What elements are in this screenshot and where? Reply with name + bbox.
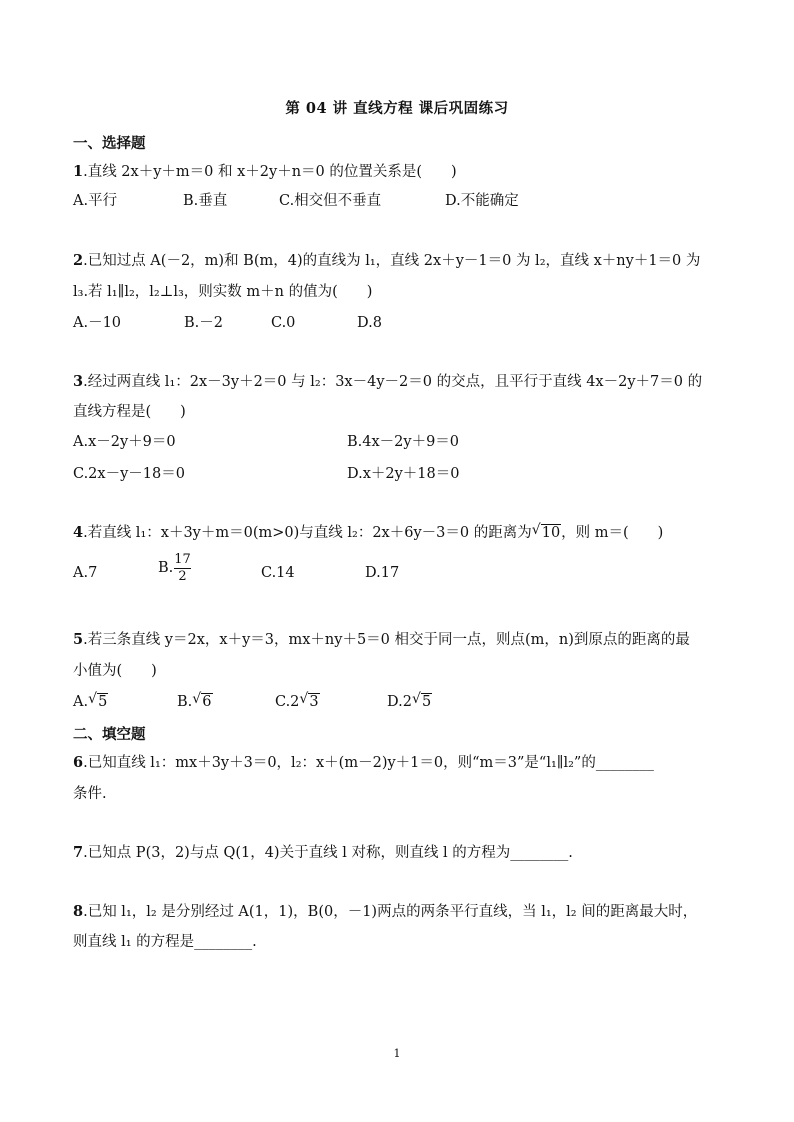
question-6-continued: 条件. (73, 786, 107, 802)
question-number: 1 (73, 163, 84, 180)
question-2-continued: l₃.若 l₁∥l₂，l₂⊥l₃，则实数 m＋n 的值为( ) (73, 284, 373, 300)
question-text: .经过两直线 l₁：2x－3y＋2＝0 与 l₂：3x－4y－2＝0 的交点，且平行于直线 4x－2y＋7＝0 的 (83, 374, 703, 390)
question-number: 8 (73, 903, 84, 920)
question-number: 5 (73, 631, 84, 648)
radical-sign-icon: √ (192, 691, 202, 707)
option-a: A.－10 (73, 315, 122, 331)
question-5 (73, 633, 690, 648)
option-b: B. $\frac{17}{2}$ (158, 552, 191, 584)
section-heading-fill: 二、填空题 (73, 726, 146, 743)
question-number: 6 (73, 754, 84, 771)
option-d: D.2 √ 5 (387, 691, 432, 710)
radical-sign-icon: √ (88, 691, 98, 707)
option-a: A.7 (73, 565, 98, 581)
question-text: .直线 2x＋y＋m＝0 和 x＋2y＋n＝0 的位置关系是( ) (83, 164, 457, 180)
question-text: .若三条直线 y＝2x，x＋y＝3，mx＋ny＋5＝0 相交于同一点，则点(m，n)到原点的距离的最 (83, 632, 690, 648)
question-text: .若直线 l₁：x＋3y＋m＝0(m>0)与直线 l₂：2x＋6y－3＝0 的距离为 (83, 525, 532, 541)
option-b: B. √ 6 (177, 691, 212, 710)
question-4 (73, 522, 664, 541)
radical-sign-icon: √ (411, 691, 421, 707)
option-a: A.平行 (73, 193, 118, 209)
option-c: C.0 (271, 315, 296, 331)
question-1 (73, 165, 457, 180)
square-root: √ 3 (299, 691, 319, 710)
radical-sign-icon: √ (299, 691, 309, 707)
option-d: D.x＋2y＋18＝0 (347, 466, 460, 482)
question-number: 3 (73, 373, 84, 390)
option-d: D.8 (357, 315, 382, 331)
page-title: 第 04 讲 直线方程 课后巩固练习 (285, 100, 509, 117)
question-text: .已知直线 l₁：mx＋3y＋3＝0，l₂：x＋(m－2)y＋1＝0，则“m＝3”是“l₁∥l₂”的________ (83, 755, 654, 771)
option-c: C.2 √ 3 (275, 691, 319, 710)
question-8-continued: 则直线 l₁ 的方程是________. (73, 934, 257, 950)
option-a: A. √ 5 (73, 691, 108, 710)
question-number: 2 (73, 252, 84, 269)
option-a: A.x－2y＋9＝0 (73, 434, 176, 450)
fraction-numerator: 17 (174, 552, 191, 567)
question-number: 4 (73, 524, 84, 541)
section-heading-choice: 一、选择题 (73, 135, 146, 152)
option-c: C.14 (261, 565, 295, 581)
option-d: D.17 (365, 565, 400, 581)
radical-sign-icon: √ (531, 522, 541, 538)
option-b: B.垂直 (183, 193, 228, 209)
question-text: .已知点 P(3，2)与点 Q(1，4)关于直线 l 对称，则直线 l 的方程为________. (83, 845, 573, 861)
option-c: C.相交但不垂直 (279, 193, 382, 209)
option-b: B.－2 (184, 315, 223, 331)
option-b: B.4x－2y＋9＝0 (347, 434, 460, 450)
question-text: .已知过点 A(－2，m)和 B(m，4)的直线为 l₁，直线 2x＋y－1＝0 为 l₂，直线 x＋ny＋1＝0 为 (83, 253, 701, 269)
fraction (174, 553, 191, 583)
square-root: √ 10 (531, 522, 561, 541)
page-number: 1 (393, 1047, 401, 1060)
question-5-continued: 小值为( ) (73, 663, 157, 679)
fraction-denominator: 2 (178, 568, 187, 584)
question-3 (73, 375, 702, 390)
question-7 (73, 846, 573, 861)
question-3-continued: 直线方程是( ) (73, 404, 186, 420)
question-number: 7 (73, 844, 84, 861)
question-text: .已知 l₁，l₂ 是分别经过 A(1，1)，B(0，－1)两点的两条平行直线，当 l₁，l₂ 间的距离最大时， (83, 904, 698, 920)
question-8 (73, 905, 697, 920)
option-c: C.2x－y－18＝0 (73, 466, 185, 482)
square-root: √ 6 (192, 691, 212, 710)
square-root: √ 5 (411, 691, 432, 710)
square-root: √ 5 (88, 691, 108, 710)
question-2 (73, 254, 700, 269)
question-text-end: ，则 m＝( ) (561, 525, 664, 541)
question-6 (73, 756, 654, 771)
option-d: D.不能确定 (445, 193, 519, 209)
